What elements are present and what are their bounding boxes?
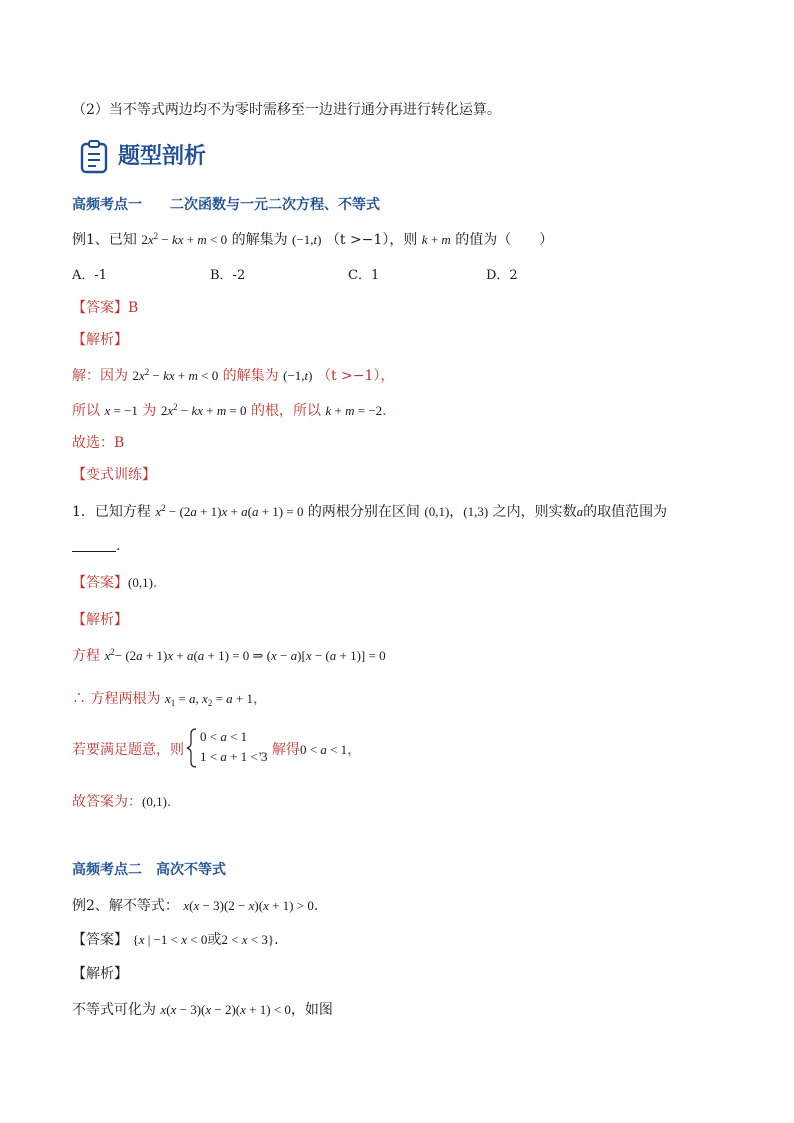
option-b: B．-2 — [210, 268, 246, 283]
option-c: C．1 — [348, 268, 380, 283]
document-list-icon — [80, 140, 108, 174]
option-a: A．-1 — [72, 268, 108, 283]
topic1-title: 高频考点一 二次函数与一元二次方程、不等式 — [72, 197, 380, 213]
variant-solution-line-2: ∴ 方程两根为 $x_1 = a$, $x_2 = a + 1$， — [72, 691, 267, 708]
analysis-label-2: 【解析】 — [72, 966, 128, 982]
answer-1: 【答案】B — [72, 300, 139, 316]
solution-line-1: 解：因为 $2x^2$ − kx + m < 0 的解集为 (−1,t) （t >−1）， — [72, 367, 395, 384]
variant-solution-line-4: 故答案为：(0,1). — [72, 794, 172, 810]
answer-blank: . — [72, 536, 120, 556]
example2-question: 例2、解不等式： x(x − 3)(2 − x)(x + 1) > 0. — [72, 898, 319, 914]
variant-solution-line-3b: ，解得0 < a < 1， — [258, 742, 362, 758]
topic2-solution-line: 不等式可化为 x(x − 3)(x − 2)(x + 1) < 0，如图 — [72, 1002, 333, 1018]
variant-solution-line-3: 若要满足题意，则 — [72, 742, 184, 758]
variant-label: 【变式训练】 — [72, 467, 156, 483]
inequality-system: 0 < a < 1 1 < a + 1 < 3 — [186, 728, 266, 768]
analysis-label-1: 【解析】 — [72, 332, 128, 348]
variant-answer: 【答案】(0,1). — [72, 575, 158, 591]
answer-2: 【答案】 {x | −1 < x < 0或2 < x < 3}. — [72, 932, 279, 948]
solution-line-3: 故选：B — [72, 435, 125, 451]
variant-question: 1．已知方程 $x^2 - (2a + 1)x + a(a + 1) = 0$ 的两根分别在区间 (0,1)，(1,3) 之内，则实数a的取值范围为 — [72, 503, 668, 520]
intro-line: （2）当不等式两边均不为零时需移至一边进行通分再进行转化运算。 — [72, 102, 501, 118]
variant-solution-line-1: 方程 $x^2- (2a + 1)x + a(a + 1) = 0$ ⇒ (x − a)[x − (a + 1)] = 0 — [72, 647, 386, 664]
topic2-title: 高频考点二 高次不等式 — [72, 862, 226, 878]
variant-analysis-label: 【解析】 — [72, 612, 128, 628]
section-title: 题型剖析 — [118, 144, 207, 169]
example1-question: 例1、已知 $2x^2$ − kx + m < 0 的解集为 (−1,t) （t >−1），则 k + m 的值为（ ） — [72, 231, 554, 248]
option-d: D．2 — [486, 268, 518, 283]
solution-line-2: 所以 x = −1 为 $2x^2$ − kx + m = 0 的根，所以 k + m = −2. — [72, 402, 387, 419]
